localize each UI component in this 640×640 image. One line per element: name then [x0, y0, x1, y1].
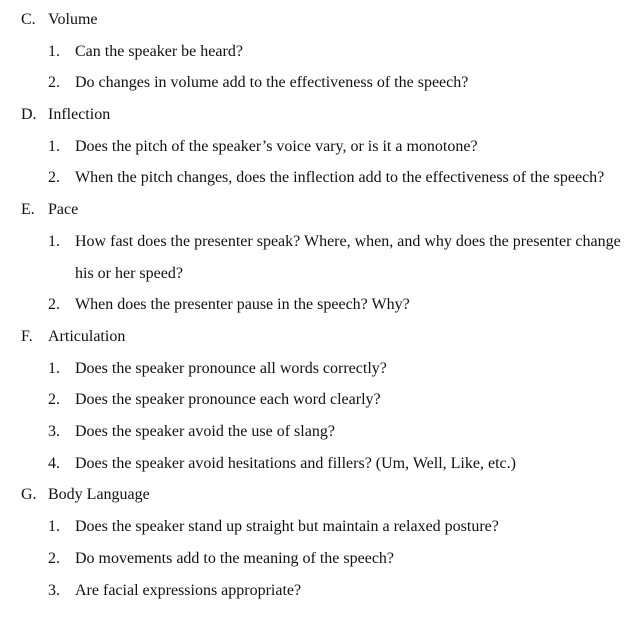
section-body-language — [0, 479, 640, 606]
section-heading — [0, 4, 640, 36]
item-text: Does the speaker pronounce all words correctly? — [75, 359, 387, 377]
section-heading — [0, 194, 640, 226]
list-item — [0, 575, 640, 607]
list-item — [0, 543, 640, 575]
section-title: Inflection — [48, 105, 111, 123]
item-text: Does the speaker stand up straight but maintain a relaxed posture? — [75, 518, 499, 536]
item-number: 1. — [48, 137, 60, 155]
section-letter: F. — [21, 327, 33, 345]
item-number: 1. — [48, 232, 60, 250]
item-text: When the pitch changes, does the inflection add to the effectiveness of the speech? — [75, 169, 605, 187]
item-text: How fast does the presenter speak? Where, when, and why does the presenter change his or her speed? — [75, 232, 621, 282]
item-number: 3. — [48, 581, 60, 599]
item-text: Can the speaker be heard? — [75, 42, 243, 60]
section-volume — [0, 4, 640, 99]
item-number: 2. — [48, 549, 60, 567]
item-text: Does the speaker avoid hesitations and fillers? (Um, Well, Like, etc.) — [75, 454, 516, 472]
section-heading — [0, 99, 640, 131]
item-text: Does the speaker pronounce each word clearly? — [75, 391, 381, 409]
section-articulation — [0, 321, 640, 480]
section-letter: C. — [21, 10, 36, 28]
item-number: 2. — [48, 74, 60, 92]
item-number: 1. — [48, 42, 60, 60]
item-number: 2. — [48, 296, 60, 314]
list-item — [0, 511, 640, 543]
list-item — [0, 36, 640, 68]
section-title: Body Language — [48, 486, 150, 504]
item-number: 3. — [48, 423, 60, 441]
item-number: 2. — [48, 391, 60, 409]
section-letter: G. — [21, 486, 37, 504]
list-item — [0, 384, 640, 416]
item-text: When does the presenter pause in the speech? Why? — [75, 296, 410, 314]
list-item — [0, 67, 640, 99]
section-pace — [0, 194, 640, 321]
list-item — [0, 289, 640, 321]
list-item — [0, 226, 640, 289]
list-item — [0, 162, 640, 194]
section-heading — [0, 479, 640, 511]
item-text: Do movements add to the meaning of the speech? — [75, 549, 395, 567]
list-item — [0, 448, 640, 480]
item-text: Does the pitch of the speaker’s voice vary, or is it a monotone? — [75, 137, 478, 155]
item-number: 1. — [48, 518, 60, 536]
item-number: 1. — [48, 359, 60, 377]
item-text: Does the speaker avoid the use of slang? — [75, 423, 335, 441]
item-number: 4. — [48, 454, 60, 472]
section-title: Volume — [48, 10, 98, 28]
section-letter: E. — [21, 201, 35, 219]
item-text: Do changes in volume add to the effectiveness of the speech? — [75, 74, 469, 92]
list-item — [0, 353, 640, 385]
section-inflection — [0, 99, 640, 194]
section-letter: D. — [21, 105, 37, 123]
section-title: Articulation — [48, 327, 126, 345]
item-text: Are facial expressions appropriate? — [75, 581, 302, 599]
section-heading — [0, 321, 640, 353]
list-item — [0, 416, 640, 448]
section-title: Pace — [48, 201, 79, 219]
item-number: 2. — [48, 169, 60, 187]
list-item — [0, 131, 640, 163]
